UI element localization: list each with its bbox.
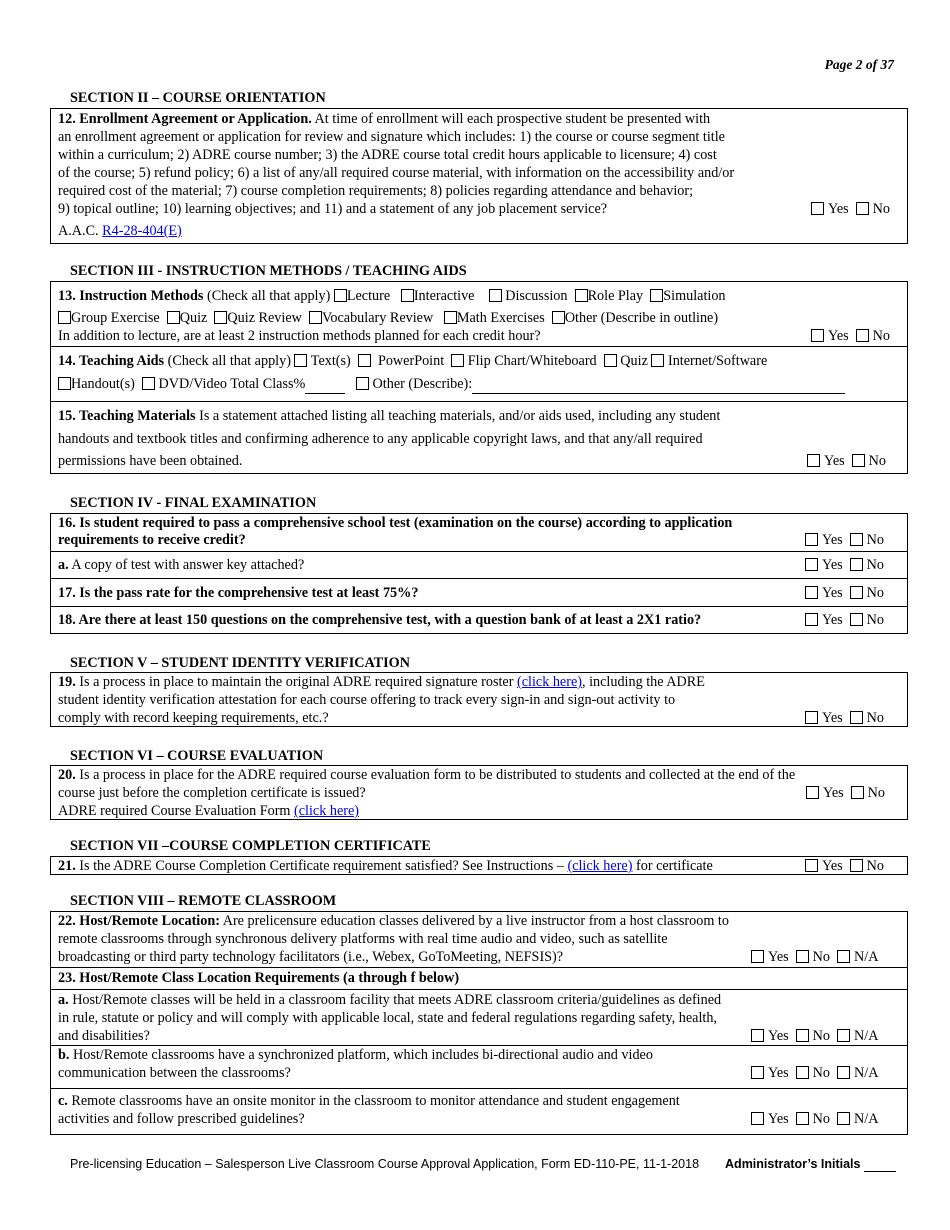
section-v-box	[50, 672, 908, 727]
q16-line-1: 16. Is student required to pass a comprehensive school test (examination on the course) according to application	[58, 515, 733, 531]
q12-line-1: 12. Enrollment Agreement or Application. At time of enrollment will each prospective student be presented with	[58, 111, 711, 127]
q23b-line-2: communication between the classrooms?	[58, 1065, 291, 1081]
q19-line-3: comply with record keeping requirements, etc.?	[58, 710, 329, 726]
section-ii-heading: SECTION II – COURSE ORIENTATION	[70, 90, 326, 106]
q16a-yes-no: Yes No	[805, 556, 884, 574]
q23b-yes-checkbox[interactable]	[751, 1066, 764, 1079]
method-other-checkbox[interactable]	[552, 311, 565, 324]
q21-text: 21. Is the ADRE Course Completion Certificate requirement satisfied? See Instructions – (click here) for certificate	[58, 858, 713, 874]
q23-text: 23. Host/Remote Class Location Requirements (a through f below)	[58, 970, 460, 986]
q16-row	[51, 514, 907, 551]
q17-row	[51, 578, 907, 606]
q23b-line-1: b. Host/Remote classrooms have a synchronized platform, which includes bi-directional audio and video	[58, 1047, 653, 1063]
dvd-percent-field[interactable]	[305, 375, 345, 394]
q14-aids-line-1: 14. Teaching Aids (Check all that apply) Text(s) PowerPoint Flip Chart/Whiteboard Quiz Internet/Software	[58, 353, 768, 369]
q23c-no-checkbox[interactable]	[796, 1112, 809, 1125]
method-vocabulary-review-checkbox[interactable]	[309, 311, 322, 324]
aac-rule-link[interactable]: R4-28-404(E)	[102, 223, 182, 239]
method-group-exercise-checkbox[interactable]	[58, 311, 71, 324]
method-role-play-checkbox[interactable]	[575, 289, 588, 302]
q12-line-2: an enrollment agreement or application for review and signature which includes: 1) the course or course segment title	[58, 129, 725, 145]
section-vi-heading: SECTION VI – COURSE EVALUATION	[70, 748, 324, 764]
q15-line-2: handouts and textbook titles and confirming adherence to any applicable copyright laws, and that any/all required	[58, 431, 703, 447]
q16-line-2: requirements to receive credit?	[58, 532, 246, 548]
section-ii-box	[50, 108, 908, 244]
q13-yes-no: Yes No	[811, 327, 890, 345]
q19-line-2: student identity verification attestation for each course offering to track every sign-in and sign-out activity to	[58, 692, 676, 708]
q16-yes-checkbox[interactable]	[805, 533, 818, 546]
q23-row	[51, 967, 907, 989]
q23c-na-checkbox[interactable]	[837, 1112, 850, 1125]
q23c-line-1: c. Remote classrooms have an onsite monitor in the classroom to monitor attendance and student engagement	[58, 1093, 680, 1109]
q19-yes-no: Yes No	[805, 709, 884, 727]
signature-roster-link[interactable]: (click here)	[517, 674, 582, 690]
completion-certificate-link[interactable]: (click here)	[567, 858, 633, 874]
q21-yes-checkbox[interactable]	[805, 859, 818, 872]
method-interactive-checkbox[interactable]	[401, 289, 414, 302]
q13-no-checkbox[interactable]	[856, 329, 869, 342]
page-footer	[70, 1157, 896, 1172]
q22-yes-no-na: Yes No N/A	[751, 948, 878, 966]
q23a-no-checkbox[interactable]	[796, 1029, 809, 1042]
q22-line-2: remote classrooms through synchronous delivery platforms with real time audio and video, such as satellite	[58, 931, 668, 947]
method-quiz-review-checkbox[interactable]	[214, 311, 227, 324]
q12-line-3: within a curriculum; 2) ADRE course number; 3) the ADRE course total credit hours applicable to licensure; 4) cost	[58, 147, 717, 163]
q18-no-checkbox[interactable]	[850, 613, 863, 626]
page-number: Page 2 of 37	[824, 57, 894, 72]
aac-reference: A.A.C. R4-28-404(E)	[58, 223, 182, 239]
q15-line-3: permissions have been obtained.	[58, 453, 243, 469]
q17-text: 17. Is the pass rate for the comprehensive test at least 75%?	[58, 585, 419, 601]
q23a-yes-checkbox[interactable]	[751, 1029, 764, 1042]
q14-row	[51, 346, 907, 401]
q13-yes-checkbox[interactable]	[811, 329, 824, 342]
q19-no-checkbox[interactable]	[850, 711, 863, 724]
q12-line-4: of the course; 5) refund policy; 6) a list of any/all required course material, with information on the accessibility and/or	[58, 165, 735, 181]
method-simulation-checkbox[interactable]	[650, 289, 663, 302]
q22-row	[51, 912, 907, 967]
aid-internet-software-checkbox[interactable]	[651, 354, 664, 367]
q13-methods-line-1: 13. Instruction Methods (Check all that apply) Lecture Interactive Discussion Role Play Simulation	[58, 288, 726, 304]
section-vii-box	[50, 856, 908, 875]
q16a-text: a. A copy of test with answer key attached?	[58, 557, 305, 573]
q12-no-checkbox[interactable]	[856, 202, 869, 215]
q23b-na-checkbox[interactable]	[837, 1066, 850, 1079]
method-math-exercises-checkbox[interactable]	[444, 311, 457, 324]
q16a-no-checkbox[interactable]	[850, 558, 863, 571]
section-iii-box	[50, 281, 908, 474]
section-v-heading: SECTION V – STUDENT IDENTITY VERIFICATION	[70, 655, 410, 671]
q12-yes-checkbox[interactable]	[811, 202, 824, 215]
q17-yes-no: Yes No	[805, 584, 884, 602]
q16-yes-no: Yes No	[805, 531, 884, 549]
q19-line-1: 19. Is a process in place to maintain the original ADRE required signature roster (click here), including the ADRE	[58, 674, 705, 690]
section-vii-heading: SECTION VII –COURSE COMPLETION CERTIFICATE	[70, 838, 431, 854]
q20-no-checkbox[interactable]	[851, 786, 864, 799]
q23c-yes-checkbox[interactable]	[751, 1112, 764, 1125]
aid-powerpoint-checkbox[interactable]	[358, 354, 371, 367]
q23c-row	[51, 1088, 907, 1134]
q15-no-checkbox[interactable]	[852, 454, 865, 467]
q23b-yes-no-na: Yes No N/A	[751, 1064, 878, 1082]
q20-line-3: ADRE required Course Evaluation Form (click here)	[58, 803, 360, 819]
aid-other-checkbox[interactable]	[356, 377, 369, 390]
q22-no-checkbox[interactable]	[796, 950, 809, 963]
q23a-line-3: and disabilities?	[58, 1028, 150, 1044]
q12-line-6: 9) topical outline; 10) learning objectives; and 11) and a statement of any job placement service?	[58, 201, 608, 217]
section-viii-heading: SECTION VIII – REMOTE CLASSROOM	[70, 893, 337, 909]
q20-yes-checkbox[interactable]	[806, 786, 819, 799]
aid-flip-chart-checkbox[interactable]	[451, 354, 464, 367]
q15-yes-no: Yes No	[807, 452, 886, 470]
q18-text: 18. Are there at least 150 questions on the comprehensive test, with a question bank of at least a 2X1 ratio?	[58, 612, 702, 628]
q23a-line-2: in rule, statute or policy and will comply with applicable local, state and federal regulations regarding safety, health,	[58, 1010, 717, 1026]
q23a-line-1: a. Host/Remote classes will be held in a classroom facility that meets ADRE classroom criteria/guidelines as defined	[58, 992, 722, 1008]
q17-no-checkbox[interactable]	[850, 586, 863, 599]
q20-line-2: course just before the completion certificate is issued?	[58, 785, 366, 801]
other-describe-field[interactable]	[472, 375, 845, 394]
q23c-line-2: activities and follow prescribed guidelines?	[58, 1111, 305, 1127]
q21-no-checkbox[interactable]	[850, 859, 863, 872]
q12-line-5: required cost of the material; 7) course completion requirements; 8) policies regarding attendance and behavior;	[58, 183, 694, 199]
q13-question: In addition to lecture, are at least 2 instruction methods planned for each credit hour?	[58, 328, 541, 344]
q19-yes-checkbox[interactable]	[805, 711, 818, 724]
administrator-initials-label: Administrator’s Initials	[725, 1157, 861, 1171]
q23a-row	[51, 989, 907, 1045]
q13-row	[51, 282, 907, 346]
method-discussion-checkbox[interactable]	[489, 289, 502, 302]
q15-yes-checkbox[interactable]	[807, 454, 820, 467]
q15-row	[51, 401, 907, 473]
q13-methods-line-2: Group Exercise Quiz Quiz Review Vocabulary Review Math Exercises Other (Describe in outline)	[58, 309, 718, 327]
section-vi-box	[50, 765, 908, 820]
q23a-yes-no-na: Yes No N/A	[751, 1027, 878, 1045]
q23a-na-checkbox[interactable]	[837, 1029, 850, 1042]
section-iii-heading: SECTION III - INSTRUCTION METHODS / TEACHING AIDS	[70, 263, 467, 279]
q18-yes-checkbox[interactable]	[805, 613, 818, 626]
q21-yes-no: Yes No	[805, 857, 884, 875]
aid-texts-checkbox[interactable]	[294, 354, 307, 367]
q22-na-checkbox[interactable]	[837, 950, 850, 963]
section-iv-box	[50, 513, 908, 634]
q16-no-checkbox[interactable]	[850, 533, 863, 546]
aid-quiz-checkbox[interactable]	[604, 354, 617, 367]
q20-yes-no: Yes No	[806, 784, 885, 802]
q23b-no-checkbox[interactable]	[796, 1066, 809, 1079]
aid-dvd-checkbox[interactable]	[142, 377, 155, 390]
q16a-row	[51, 551, 907, 578]
method-lecture-checkbox[interactable]	[334, 289, 347, 302]
q22-line-3: broadcasting or third party technology facilitators (i.e., Webex, GoToMeeting, NEFSIS)?	[58, 949, 564, 965]
q12-yes-no: Yes No	[811, 200, 890, 218]
q17-yes-checkbox[interactable]	[805, 586, 818, 599]
method-quiz-checkbox[interactable]	[167, 311, 180, 324]
q22-line-1: 22. Host/Remote Location: Are prelicensure education classes delivered by a live instructor from a host classroom to	[58, 913, 729, 929]
q14-aids-line-2: Handout(s) DVD/Video Total Class% Other (Describe):	[58, 375, 845, 394]
q18-row	[51, 606, 907, 633]
aid-handouts-checkbox[interactable]	[58, 377, 71, 390]
q15-line-1: 15. Teaching Materials Is a statement attached listing all teaching materials, and/or aids used, including any student	[58, 408, 721, 424]
section-iv-heading: SECTION IV - FINAL EXAMINATION	[70, 495, 317, 511]
q16a-yes-checkbox[interactable]	[805, 558, 818, 571]
section-viii-box	[50, 911, 908, 1135]
q22-yes-checkbox[interactable]	[751, 950, 764, 963]
q20-line-1: 20. Is a process in place for the ADRE required course evaluation form to be distributed to students and collected at the end of the	[58, 767, 796, 783]
q18-yes-no: Yes No	[805, 611, 884, 629]
course-evaluation-link[interactable]: (click here)	[294, 803, 360, 819]
footer-form-title: Pre-licensing Education – Salesperson Live Classroom Course Approval Application, Form ED-110-PE, 11-1-2018	[70, 1157, 700, 1171]
administrator-initials-field[interactable]	[864, 1157, 896, 1172]
q23b-row	[51, 1045, 907, 1088]
q23c-yes-no-na: Yes No N/A	[751, 1110, 878, 1128]
